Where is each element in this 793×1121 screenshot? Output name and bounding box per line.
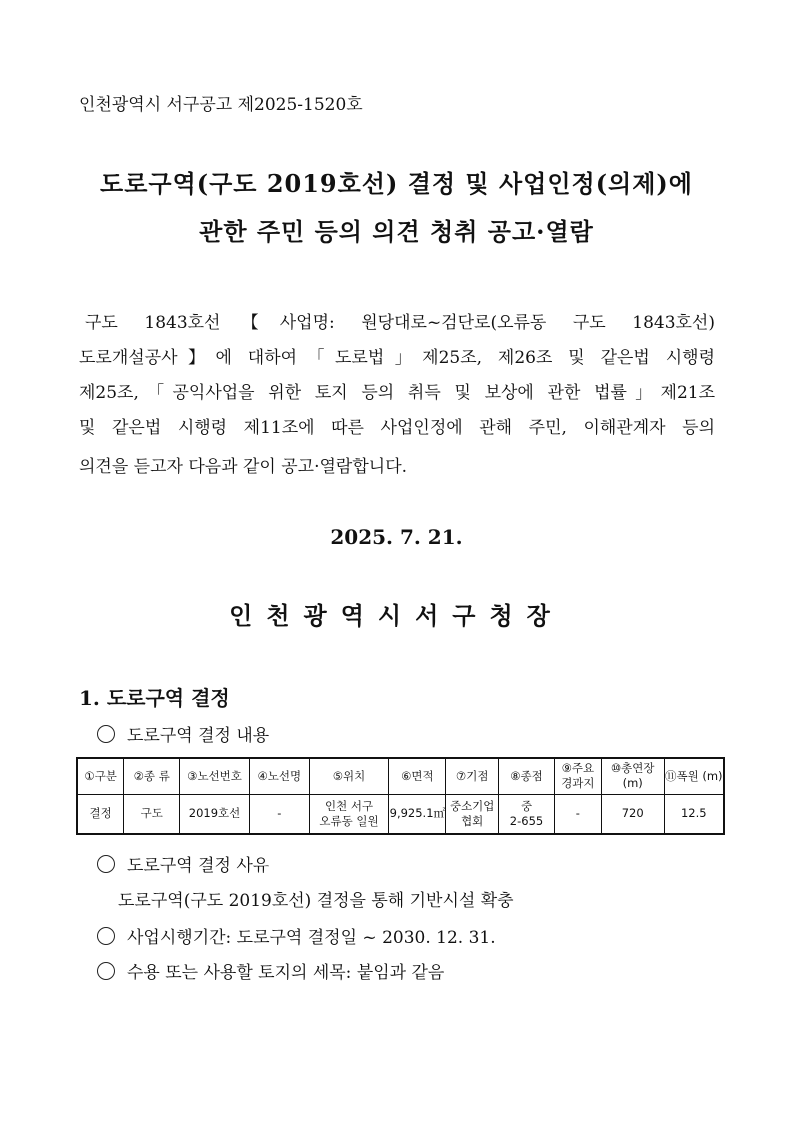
intro-line-1: 구도 1843호선【사업명: 원당대로~검단로(오류동 구도 1843호선) [85, 313, 715, 333]
header-start-point: ⑦기점 [446, 758, 499, 794]
cell-width: 12.5 [664, 794, 724, 834]
header-location: ⑤위치 [309, 758, 389, 794]
section-1-item-3 [97, 923, 496, 948]
section-1-item-4 [97, 958, 444, 983]
document-title-line-1: 도로구역(구도 2019호선) 결정 및 사업인정(의제)에 [100, 169, 693, 198]
item-2-text: 도로구역(구도 2019호선) 결정을 통해 기반시설 확충 [118, 891, 514, 911]
header-route-name: ④노선명 [249, 758, 309, 794]
item-3-label: 사업시행기간: 도로구역 결정일 ~ 2030. 12. 31. [127, 928, 496, 948]
intro-line-5: 의견을 듣고자 다음과 같이 공고·열람합니다. [79, 457, 408, 477]
cell-location-line-1: 인천 서구 [324, 798, 374, 813]
cell-area: 9,925.1㎡ [389, 794, 446, 834]
circle-bullet-icon [97, 725, 115, 743]
cell-end-point [499, 794, 555, 834]
intro-line-3: 제25조,「공익사업을 위한 토지 등의 취득 및 보상에 관한 법률」제21조 [79, 383, 715, 403]
notice-date: 2025. 7. 21. [330, 525, 463, 549]
table-row [77, 794, 724, 834]
section-1-item-1 [97, 721, 269, 746]
circle-bullet-icon [97, 855, 115, 873]
header-total-length: ⑩총연장 (m) [601, 758, 664, 794]
issuer-name: 인천광역시서구청장 [229, 601, 564, 630]
cell-location-line-2: 오류동 일원 [319, 813, 379, 828]
table-header-row [77, 758, 724, 794]
intro-line-2: 도로개설공사】에 대하여「도로법」제25조, 제26조 및 같은법 시행령 [79, 348, 715, 368]
header-width: ⑪폭원 (m) [664, 758, 724, 794]
header-type: ②종 류 [124, 758, 180, 794]
section-1-heading: 1. 도로구역 결정 [79, 686, 230, 710]
cell-end-line-2: 2-655 [509, 813, 544, 828]
cell-route-name: - [249, 794, 309, 834]
header-area: ⑥면적 [389, 758, 446, 794]
circle-bullet-icon [97, 962, 115, 980]
cell-division: 결정 [77, 794, 124, 834]
intro-line-4: 및 같은법 시행령 제11조에 따른 사업인정에 관해 주민, 이해관계자 등의 [79, 418, 715, 438]
cell-start-line-1: 중소기업 [449, 798, 495, 813]
header-route-number: ③노선번호 [180, 758, 250, 794]
item-4-label: 수용 또는 사용할 토지의 세목: 붙임과 같음 [127, 963, 445, 983]
cell-waypoints: - [554, 794, 601, 834]
cell-route-number: 2019호선 [180, 794, 250, 834]
header-waypoints: ⑨주요 경과지 [554, 758, 601, 794]
header-end-point: ⑧종점 [499, 758, 555, 794]
cell-type: 구도 [124, 794, 180, 834]
cell-location [309, 794, 389, 834]
cell-start-line-2: 협회 [461, 813, 484, 828]
cell-end-line-1: 중 [520, 798, 533, 813]
header-division: ①구분 [77, 758, 124, 794]
item-2-label: 도로구역 결정 사유 [127, 856, 270, 876]
document-title-line-2: 관한 주민 등의 의견 청취 공고·열람 [199, 217, 594, 246]
road-zone-table [76, 757, 725, 835]
notice-number: 인천광역시 서구공고 제2025-1520호 [79, 95, 363, 115]
cell-start-point [446, 794, 499, 834]
cell-total-length: 720 [601, 794, 664, 834]
section-1-item-2 [97, 851, 269, 876]
circle-bullet-icon [97, 927, 115, 945]
item-1-label: 도로구역 결정 내용 [127, 726, 270, 746]
